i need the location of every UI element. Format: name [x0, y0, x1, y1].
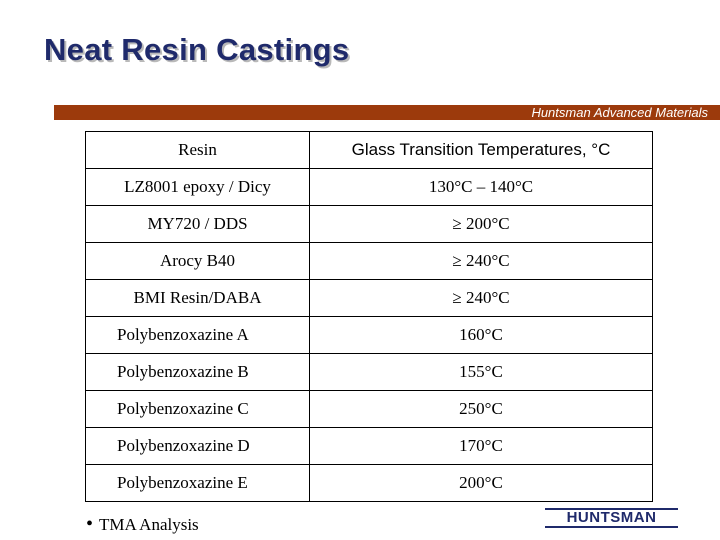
bullet-marker: •	[86, 513, 94, 535]
resin-cell: BMI Resin/DABA	[86, 280, 310, 317]
resin-cell: Polybenzoxazine B	[86, 354, 310, 391]
tg-cell: ≥ 200°C	[310, 206, 653, 243]
tg-cell: 130°C – 140°C	[310, 169, 653, 206]
tg-cell: 155°C	[310, 354, 653, 391]
table-row	[86, 317, 653, 354]
tg-cell: 200°C	[310, 465, 653, 502]
table-row	[86, 243, 653, 280]
table-row	[86, 169, 653, 206]
tg-cell: ≥ 240°C	[310, 243, 653, 280]
brand-bar-text: Huntsman Advanced Materials	[531, 105, 708, 120]
bullet-item	[86, 513, 199, 536]
tg-cell: ≥ 240°C	[310, 280, 653, 317]
slide-title: Neat Resin Castings	[44, 32, 350, 67]
tg-cell: 250°C	[310, 391, 653, 428]
header-glass-transition: Glass Transition Temperatures, °C	[310, 132, 653, 169]
table-row	[86, 280, 653, 317]
table-row	[86, 391, 653, 428]
resin-cell: Polybenzoxazine A	[86, 317, 310, 354]
table-header-row	[86, 132, 653, 169]
resin-cell: LZ8001 epoxy / Dicy	[86, 169, 310, 206]
bullet-text: TMA Analysis	[99, 515, 199, 534]
table-row	[86, 465, 653, 502]
resin-cell: MY720 / DDS	[86, 206, 310, 243]
table-row	[86, 206, 653, 243]
table-row	[86, 354, 653, 391]
resin-cell: Polybenzoxazine C	[86, 391, 310, 428]
brand-bar	[54, 105, 720, 120]
tg-cell: 160°C	[310, 317, 653, 354]
huntsman-logo: HUNTSMAN	[545, 508, 678, 528]
resin-cell: Arocy B40	[86, 243, 310, 280]
header-resin: Resin	[86, 132, 310, 169]
table-row	[86, 428, 653, 465]
resin-cell: Polybenzoxazine E	[86, 465, 310, 502]
resin-tg-table	[85, 131, 653, 502]
tg-cell: 170°C	[310, 428, 653, 465]
resin-cell: Polybenzoxazine D	[86, 428, 310, 465]
